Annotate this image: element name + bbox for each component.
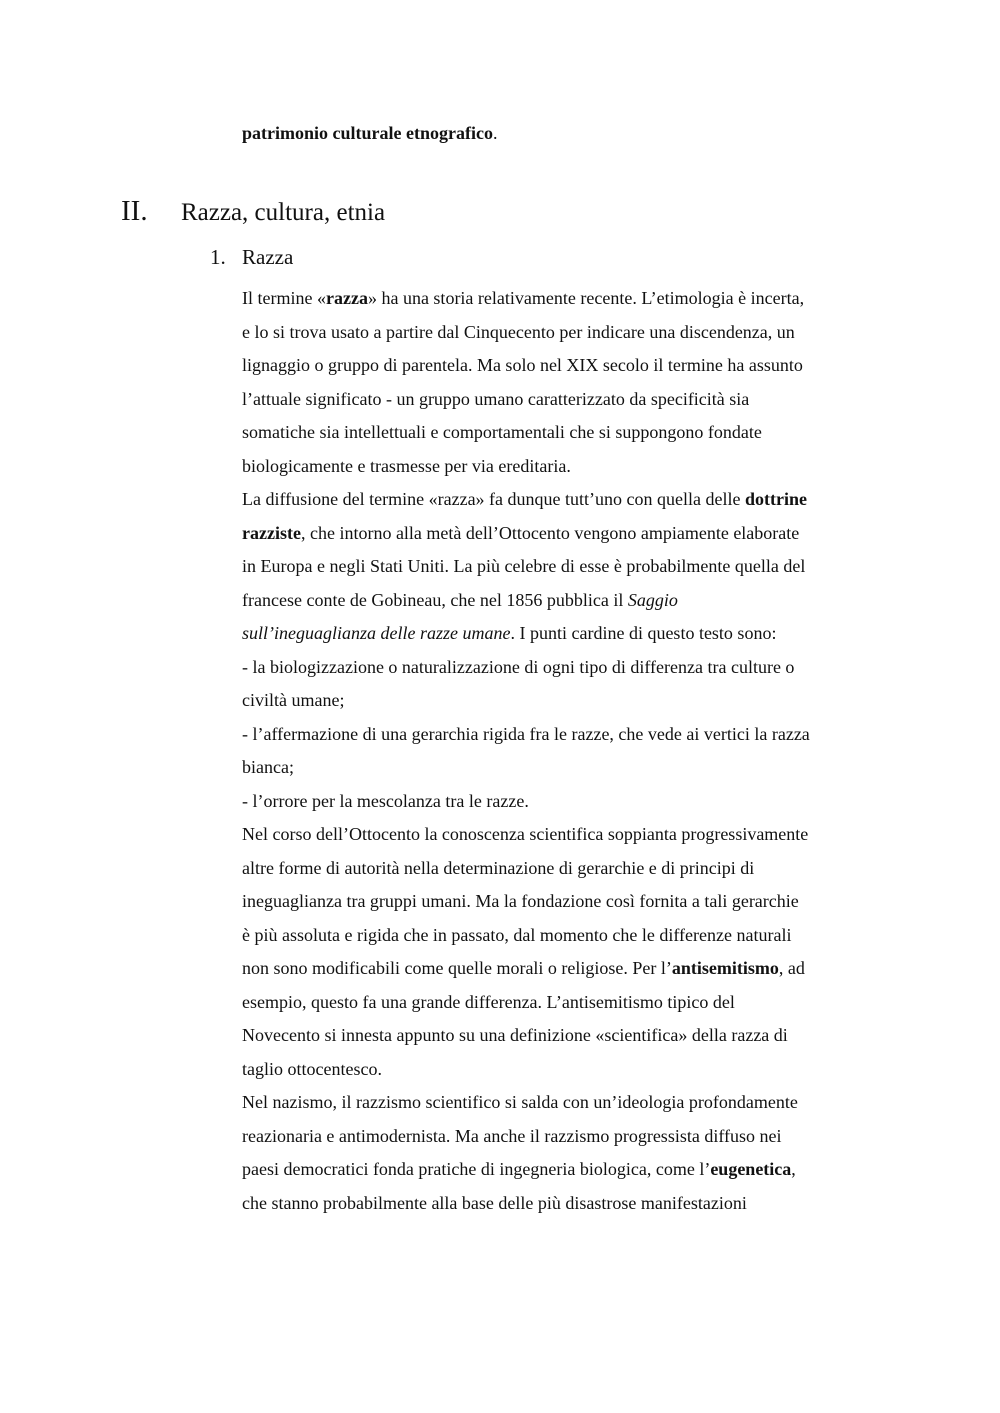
text-line: [242, 785, 882, 819]
text-line: [242, 483, 882, 517]
text-run: esempio, questo fa una grande differenza. L’antisemitismo tipico del: [242, 991, 735, 1012]
text-run: reazionaria e antimodernista. Ma anche il razzismo progressista diffuso nei: [242, 1125, 782, 1146]
text-run: francese conte de Gobineau, che nel 1856 pubblica il: [242, 589, 628, 610]
text-run: Il termine «: [242, 288, 326, 308]
text-line: [242, 316, 882, 350]
text-line: [242, 282, 882, 316]
bold-term: dottrine: [744, 489, 807, 509]
continuation-line: [242, 120, 497, 146]
italic-title: Saggio: [627, 589, 678, 610]
continuation-bold-text: patrimonio culturale etnografico: [242, 123, 493, 143]
text-run: La diffusione del termine «razza» fa dunque tutt’uno con quella delle: [242, 489, 745, 509]
text-line: [242, 718, 882, 752]
text-run: » ha una storia relativamente recente. L’etimologia è incerta,: [367, 288, 805, 308]
text-run: che stanno probabilmente alla base delle più disastrose manifestazioni: [242, 1192, 747, 1213]
text-line: [242, 1187, 882, 1221]
text-line: [242, 517, 882, 551]
text-run: paesi democratici fonda pratiche di ingegneria biologica, come l’: [242, 1159, 711, 1179]
text-line: [242, 1086, 882, 1120]
section-title: Razza, cultura, etnia: [181, 199, 386, 226]
text-run: biologicamente e trasmesse per via ereditaria.: [242, 455, 571, 476]
text-line: [242, 986, 882, 1020]
subsection-heading: [210, 242, 293, 272]
text-run: in Europa e negli Stati Uniti. La più celebre di esse è probabilmente quella del: [242, 556, 806, 576]
text-run: è più assoluta e rigida che in passato, dal momento che le differenze naturali: [242, 924, 792, 945]
text-line: [242, 416, 882, 450]
text-line: [242, 952, 882, 986]
text-run: somatiche sia intellettuali e comportamentali che si suppongono fondate: [242, 422, 762, 442]
text-line: [242, 550, 882, 584]
text-line: [242, 1120, 882, 1154]
section-heading: [121, 194, 385, 230]
subsection-title: Razza: [242, 245, 294, 269]
text-run: bianca;: [242, 757, 294, 777]
text-run: - l’orrore per la mescolanza tra le razze.: [242, 790, 529, 811]
text-line: [242, 383, 882, 417]
text-run: - la biologizzazione o naturalizzazione di ogni tipo di differenza tra culture o: [242, 656, 795, 677]
text-line: [242, 1053, 882, 1087]
text-line: [242, 1153, 882, 1187]
text-run: ineguaglianza tra gruppi umani. Ma la fondazione così fornita a tali gerarchie: [242, 891, 799, 911]
text-run: altre forme di autorità nella determinazione di gerarchie e di principi di: [242, 857, 755, 878]
text-line: [242, 349, 882, 383]
subsection-number: 1.: [210, 245, 226, 269]
text-line: [242, 450, 882, 484]
text-line: [242, 751, 882, 785]
text-run: , che intorno alla metà dell’Ottocento vengono ampiamente elaborate: [300, 522, 800, 543]
bold-term: razza: [325, 288, 368, 308]
text-run: lignaggio o gruppo di parentela. Ma solo nel XIX secolo il termine ha assunto: [242, 355, 803, 375]
bold-term: antisemitismo: [671, 958, 779, 978]
text-line: [242, 885, 882, 919]
text-line: [242, 818, 882, 852]
text-line: [242, 852, 882, 886]
text-run: , ad: [778, 958, 805, 978]
italic-title: sull’ineguaglianza delle razze umane: [242, 623, 511, 643]
text-run: . I punti cardine di questo testo sono:: [510, 623, 777, 643]
bold-term: eugenetica: [710, 1159, 792, 1179]
text-run: e lo si trova usato a partire dal Cinquecento per indicare una discendenza, un: [242, 321, 795, 342]
text-run: l’attuale significato - un gruppo umano caratterizzato da specificità sia: [242, 388, 750, 409]
continuation-end-text: .: [492, 123, 498, 143]
body-text: [242, 282, 882, 1220]
text-run: Nel nazismo, il razzismo scientifico si salda con un’ideologia profondamente: [242, 1092, 798, 1112]
text-run: Nel corso dell’Ottocento la conoscenza scientifica soppianta progressivamente: [242, 824, 809, 844]
text-line: [242, 617, 882, 651]
text-run: civiltà umane;: [242, 690, 345, 710]
text-line: [242, 684, 882, 718]
text-run: non sono modificabili come quelle morali o religiose. Per l’: [242, 958, 672, 978]
text-run: taglio ottocentesco.: [242, 1058, 382, 1079]
text-line: [242, 919, 882, 953]
text-run: Novecento si innesta appunto su una definizione «scientifica» della razza di: [242, 1025, 788, 1045]
text-line: [242, 1019, 882, 1053]
text-line: [242, 584, 882, 618]
section-number: II.: [121, 195, 148, 227]
text-line: [242, 651, 882, 685]
text-run: - l’affermazione di una gerarchia rigida fra le razze, che vede ai vertici la razza: [242, 723, 810, 744]
text-run: ,: [791, 1159, 796, 1179]
bold-term: razziste: [242, 522, 301, 543]
